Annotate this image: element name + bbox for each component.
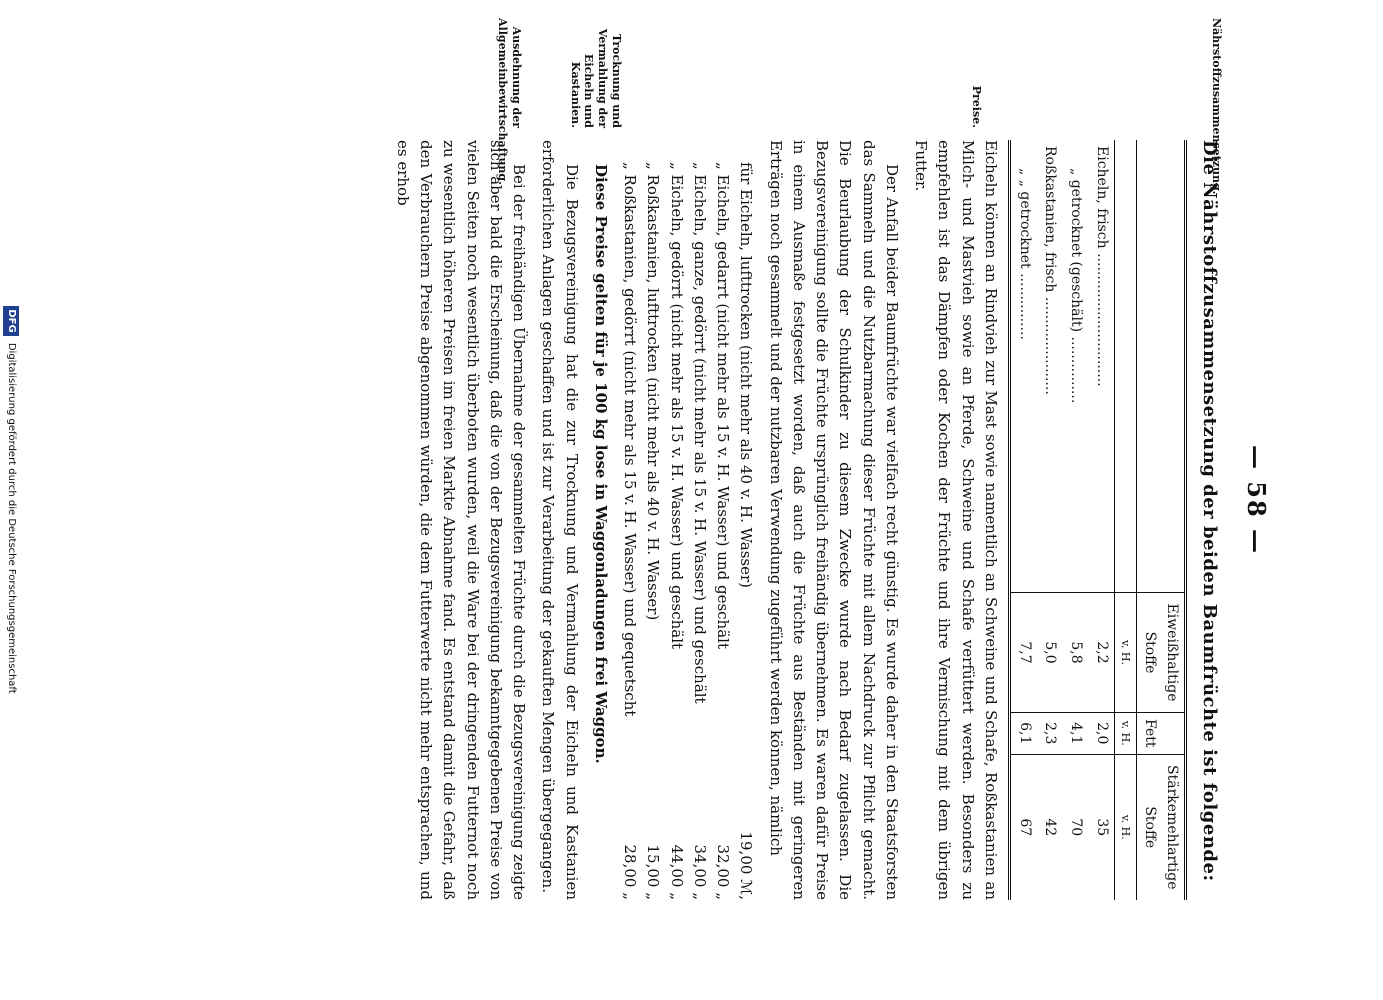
main-text — [385, 140, 1223, 900]
table-unit-starch: v. H. — [1114, 754, 1136, 900]
price-desc: „ Roßkastanien, lufttrocken (nicht mehr als 40 v. H. Wasser) — [644, 162, 663, 621]
price-value: 44,00 „ — [667, 844, 686, 900]
table-cell-protein: 2,2 — [1088, 593, 1114, 713]
table-cell-fat: 2,0 — [1088, 713, 1114, 755]
price-row — [734, 162, 757, 900]
table-row — [1062, 140, 1088, 900]
price-value: 19,00 ℳ, — [737, 831, 756, 900]
table-cell-fat: 4,1 — [1062, 713, 1088, 755]
price-desc: für Eicheln, lufttrocken (nicht mehr als 40 v. H. Wasser) — [737, 162, 756, 589]
margin-note-expansion: Ausdehnung der Allgemeinbewirtschaftung. — [496, 18, 523, 185]
price-desc: „ Roßkastanien, gedörrt (nicht mehr als 15 v. H. Wasser) und gequetscht — [621, 162, 640, 717]
margin-note-drying: Trocknung und Vermahlung der Eicheln und Kastanien. — [568, 28, 623, 128]
paragraph-feeding: Eicheln können an Rindvieh zur Mast sowie namentlich an Schweine und Schafe, Roßkastanien an Milch- und Mastvieh sowie an Pferde, Schweine und Schafe verfüttert werden. Besonders zu empfehlen ist das Dämpfen oder Kochen der Früchte und ihre Vermischung mit dem übrigen Futter. — [912, 140, 1000, 900]
table-cell-name: „ getrocknet (geschält) ............... — [1068, 168, 1084, 404]
price-row — [641, 162, 664, 900]
table-cell-fat: 2,3 — [1037, 713, 1063, 755]
paragraph-market: Bei der freihändigen Übernahme der gesammelten Früchte durch die Bezugsvereinigung zeigte sich aber bald die Erscheinung, daß die von der Bezugsvereinigung bekanntgegebenen Preise von vielen Seiten noch wesentlich überboten wurden, weil die Ware bei der dringenden Futternot noch zu wesentlich höheren Preisen im freien Markte Abnahme fand. Es entstand damit die Gefahr, daß den Verbrauchern Preise abgenommen würden, die dem Futterwerte nicht mehr entsprachen, und es erhob — [393, 140, 529, 900]
nutrient-table — [1008, 140, 1187, 900]
price-desc: „ Eicheln, gedörrt (nicht mehr als 15 v. H. Wasser) und geschält — [667, 162, 686, 650]
paragraph-drying: Die Bezugsvereinigung hat die zur Trocknung und Vermahlung der Eicheln und Kastanien erforderlichen Anlagen geschaffen und ist zur Verarbeitung der gekauften Mengen übergegangen. — [539, 140, 581, 900]
margin-note-composition: Nährstoffzusammensetzung. — [1210, 18, 1223, 195]
table-header-starch: Stärkemehlartige Stoffe — [1136, 754, 1185, 900]
table-unit-fat: v. H. — [1114, 713, 1136, 755]
table-cell-name: „ „ getrocknet ............... — [1009, 140, 1036, 593]
table-cell-protein: 5,0 — [1037, 593, 1063, 713]
paragraph-harvest: Der Anfall beider Baumfrüchte war vielfach recht günstig. Es wurde daher in den Staatsforsten das Sammeln und die Nutzbarmachung dieser Früchte mit allem Nachdruck zur Pflicht gemacht. Die Beurlaubung der Schulkinder zu diesem Zwecke wurde nach Bedarf zugelassen. Die Bezugsvereinigung sollte die Früchte ursprünglich freihändig übernehmen. Es waren dafür Preise in einem Ausmaße festgesetzt worden, daß auch die Früchte aus Beständen mit geringeren Erträgen noch gesammelt und der nutzbaren Verwendung zugeführt werden können, nämlich — [766, 140, 901, 900]
price-value: 15,00 „ — [644, 844, 663, 900]
table-header-protein: Eiweißhaltige Stoffe — [1136, 593, 1185, 713]
price-row — [618, 162, 641, 900]
table-cell-name: Roßkastanien, frisch ...................... — [1042, 146, 1059, 395]
footer-attribution — [4, 0, 20, 1000]
table-header-fat: Fett — [1136, 713, 1185, 755]
table-cell-name: Eicheln, frisch .............................. — [1093, 146, 1110, 387]
page-number: — 58 — — [1242, 444, 1271, 556]
table-row — [1088, 140, 1114, 900]
price-row — [688, 162, 711, 900]
table-cell-starch: 67 — [1009, 754, 1036, 900]
table-cell-starch: 35 — [1088, 754, 1114, 900]
table-header-name — [1136, 140, 1185, 593]
price-row — [711, 162, 734, 900]
price-list — [618, 162, 758, 900]
price-value: 34,00 „ — [690, 844, 709, 900]
table-unit-name — [1114, 140, 1136, 593]
price-row — [664, 162, 687, 900]
prices-note: Diese Preise gelten für je 100 kg lose in Waggonladungen frei Waggon. — [591, 164, 610, 764]
section-heading: Die Nährstoffzusammensetzung der beiden Baumfrüchte ist folgende: — [1199, 140, 1220, 882]
price-value: 28,00 „ — [621, 844, 640, 900]
table-row — [1009, 140, 1036, 900]
dfg-logo: DFG — [4, 306, 20, 335]
footer-text: Digitalisierung gefördert durch die Deutsche Forschungsgemeinschaft — [6, 342, 17, 694]
price-desc: „ Eicheln, gedarrt (nicht mehr als 15 v. H. Wasser) und geschält — [714, 162, 733, 649]
table-cell-protein: 5,8 — [1062, 593, 1088, 713]
table-cell-protein: 7,7 — [1009, 593, 1036, 713]
table-row — [1037, 140, 1063, 900]
table-cell-fat: 6,1 — [1009, 713, 1036, 755]
table-cell-starch: 70 — [1062, 754, 1088, 900]
table-cell-starch: 42 — [1037, 754, 1063, 900]
table-unit-protein: v. H. — [1114, 593, 1136, 713]
price-desc: „ Eicheln, ganze, gedörrt (nicht mehr als 15 v. H. Wasser) und geschält — [690, 162, 709, 704]
price-value: 32,00 „ — [714, 844, 733, 900]
margin-note-prices: Preise. — [970, 85, 983, 128]
